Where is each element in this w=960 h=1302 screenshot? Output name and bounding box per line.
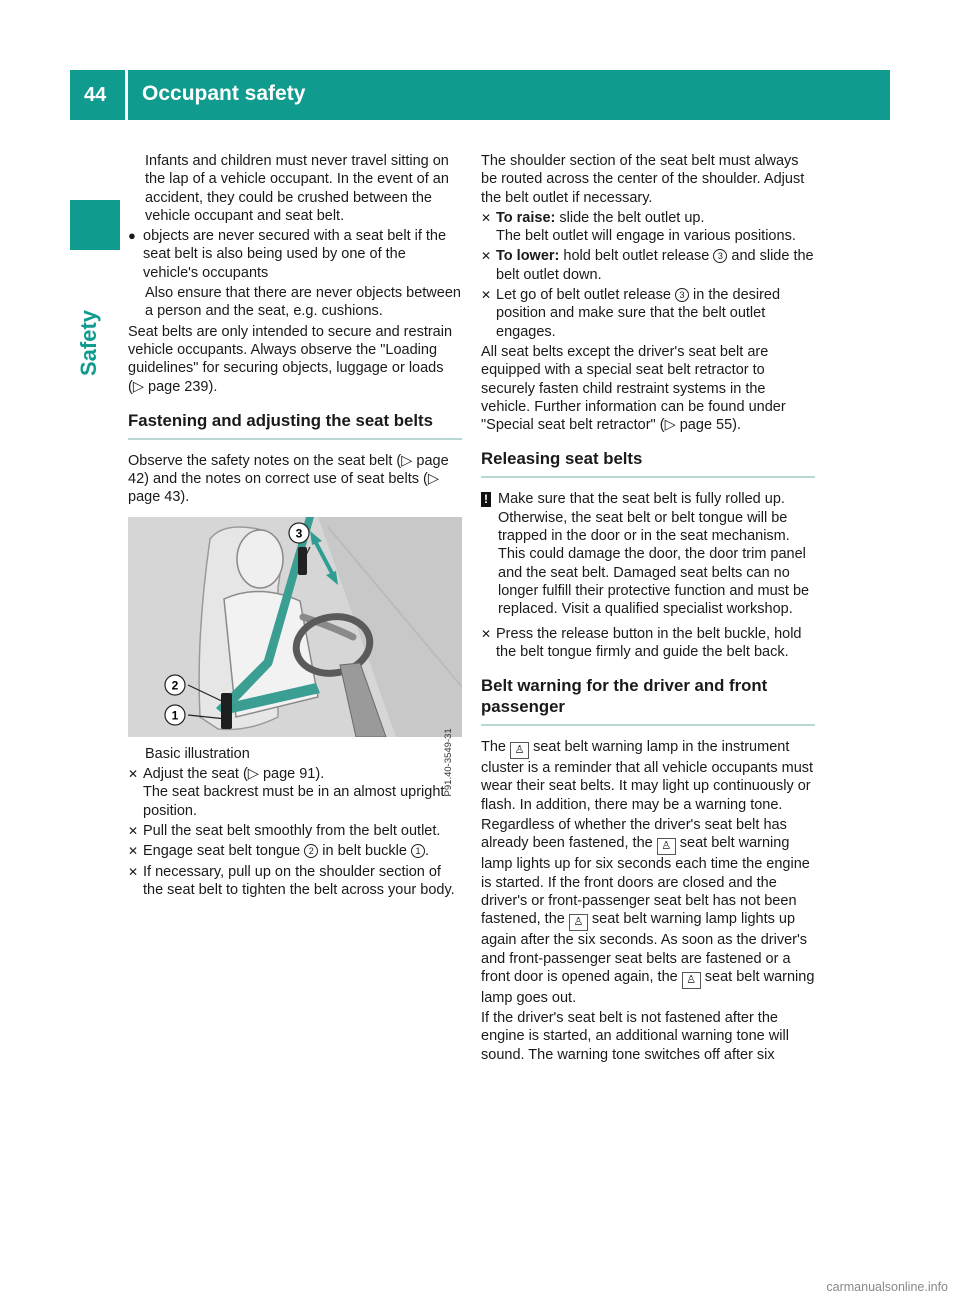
bullet-extra: Also ensure that there are never objects between a person and the seat, e.g. cushions. — [145, 285, 461, 320]
warning-paragraph: If the driver's seat belt is not fastened after the engine is started, an additional warning tone will sound. The warning tone switches off after six — [481, 1010, 789, 1063]
step-marker-icon: ✕ — [481, 626, 492, 641]
side-tab — [70, 200, 120, 250]
shoulder-paragraph: The shoulder section of the seat belt must always be routed across the center of the shoulder. Adjust the belt outlet if necessary. — [481, 153, 805, 206]
observe-paragraph: Observe the safety notes on the seat belt (▷ page 42) and the notes on correct use of seat belts (▷ page 43). — [128, 452, 449, 506]
step-item — [481, 247, 815, 284]
callout-3: 3 — [295, 526, 303, 541]
chapter-title: Occupant safety — [142, 82, 306, 105]
circled-number: 3 — [713, 249, 727, 263]
step-label: To raise: — [496, 209, 556, 226]
step-text: Press the release button in the belt buckle, hold the belt tongue firmly and guide the belt back. — [496, 625, 802, 660]
step-marker-icon: ✕ — [128, 844, 139, 859]
circled-number: 1 — [411, 844, 425, 858]
seatbelt-paragraph: Seat belts are only intended to secure and restrain vehicle occupants. Always observe the "Loading guidelines" for securing objects, luggage or loads (▷ page 239). — [128, 323, 453, 395]
seatbelt-warning-lamp-icon: ♙ — [657, 838, 676, 855]
list-item — [128, 227, 462, 282]
text-run: seat belt warning lamp in the instrument cluster is a reminder that all vehicle occupants must wear their seat belts. It may light up continuously or flash. In addition, there may be a warning tone. — [481, 739, 814, 813]
warning-paragraph — [481, 816, 815, 1007]
section-title-releasing: Releasing seat belts — [481, 448, 815, 478]
step-marker-icon: ✕ — [128, 767, 139, 782]
step-marker-icon: ✕ — [481, 210, 492, 225]
section-side-label: Safety — [76, 309, 101, 376]
circled-number: 2 — [304, 844, 318, 858]
warning-paragraph — [481, 738, 815, 814]
step-text: Adjust the seat (▷ page 91). — [143, 766, 325, 783]
step-marker-icon: ✕ — [481, 249, 492, 264]
step-text: slide the belt outlet up. — [559, 209, 705, 226]
figure-code: P91.40-3549-31 — [442, 728, 454, 797]
step-note: The belt outlet will engage in various positions. — [496, 228, 796, 245]
step-item — [128, 765, 462, 820]
watermark: carmanualsonline.info — [826, 1280, 948, 1294]
bullet-icon: ● — [128, 228, 136, 244]
step-item — [128, 863, 462, 900]
step-item — [481, 286, 815, 341]
circled-number: 3 — [675, 288, 689, 302]
step-label: To lower: — [496, 248, 560, 265]
step-item — [128, 822, 462, 840]
step-note: The seat backrest must be in an almost upright position. — [143, 784, 445, 819]
step-text: Let go of belt outlet release — [496, 287, 671, 304]
page-header — [70, 70, 890, 120]
right-column — [481, 152, 815, 1066]
step-text: Pull the seat belt smoothly from the belt outlet. — [143, 822, 441, 839]
step-marker-icon: ✕ — [128, 864, 139, 879]
intro-continuation: Infants and children must never travel sitting on the lap of a vehicle occupant. In the event of an accident, they could be crushed between the vehicle occupant and seat belt. — [145, 153, 449, 224]
page-number: 44 — [84, 84, 107, 106]
figure-caption: Basic illustration — [145, 745, 250, 762]
caution-note — [481, 490, 815, 618]
step-item — [481, 209, 815, 246]
text-run: The — [481, 739, 506, 756]
step-text: in belt buckle — [322, 843, 407, 860]
bullet-text: objects are never secured with a seat belt if the seat belt is also being used by one of the vehicle's occupants — [143, 228, 447, 281]
text-run: seat belt warning lamp lights up again after the six seconds. As soon as the driver's and front-passenger seat belts are fastened or a front door is opened again, the — [481, 911, 807, 985]
callout-1: 1 — [171, 708, 179, 723]
step-text: and slide the belt outlet down. — [496, 248, 814, 283]
step-text: in the desired position and make sure that the belt outlet engages. — [496, 287, 781, 340]
text-run: Regardless of whether the driver's seat belt has already been fastened, the — [481, 817, 787, 852]
seatbelt-warning-lamp-icon: ♙ — [569, 914, 588, 931]
step-text: Engage seat belt tongue — [143, 843, 301, 860]
step-text: If necessary, pull up on the shoulder section of the seat belt to tighten the belt across your body. — [143, 863, 455, 898]
step-text: hold belt outlet release — [563, 248, 710, 265]
step-marker-icon: ✕ — [481, 288, 492, 303]
left-column — [128, 152, 462, 901]
seatbelt-warning-lamp-icon: ♙ — [682, 972, 701, 989]
step-marker-icon: ✕ — [128, 823, 139, 838]
callout-2: 2 — [171, 678, 179, 693]
step-item — [128, 842, 462, 860]
caution-text: Make sure that the seat belt is fully rolled up. Otherwise, the seat belt or belt tongue will be trapped in the door or in the seat mechanism. This could damage the door, the door trim panel and the seat belt. Damaged seat belts can no longer fulfill their protective function and must be replaced. Visit a qualified specialist workshop. — [498, 491, 810, 618]
section-title-belt-warning: Belt warning for the driver and front passenger — [481, 675, 815, 726]
text-run: seat belt warning lamp lights up for six seconds each time the engine is started. If the front doors are closed and the driver's or front-passenger seat belt has not been fastened, the — [481, 835, 810, 928]
section-title-fastening: Fastening and adjusting the seat belts — [128, 410, 462, 440]
header-divider — [125, 70, 128, 120]
step-text: . — [424, 843, 429, 860]
retractor-paragraph: All seat belts except the driver's seat belt are equipped with a special seat belt retractor to securely fasten child restraint systems in the vehicle. Further information can be found under "Special seat belt retractor" (▷ page 55). — [481, 343, 786, 434]
step-item — [481, 625, 815, 662]
seatbelt-warning-lamp-icon: ♙ — [510, 742, 529, 759]
text-run: seat belt warning lamp goes out. — [481, 968, 815, 1006]
caution-icon: ! — [481, 492, 491, 507]
